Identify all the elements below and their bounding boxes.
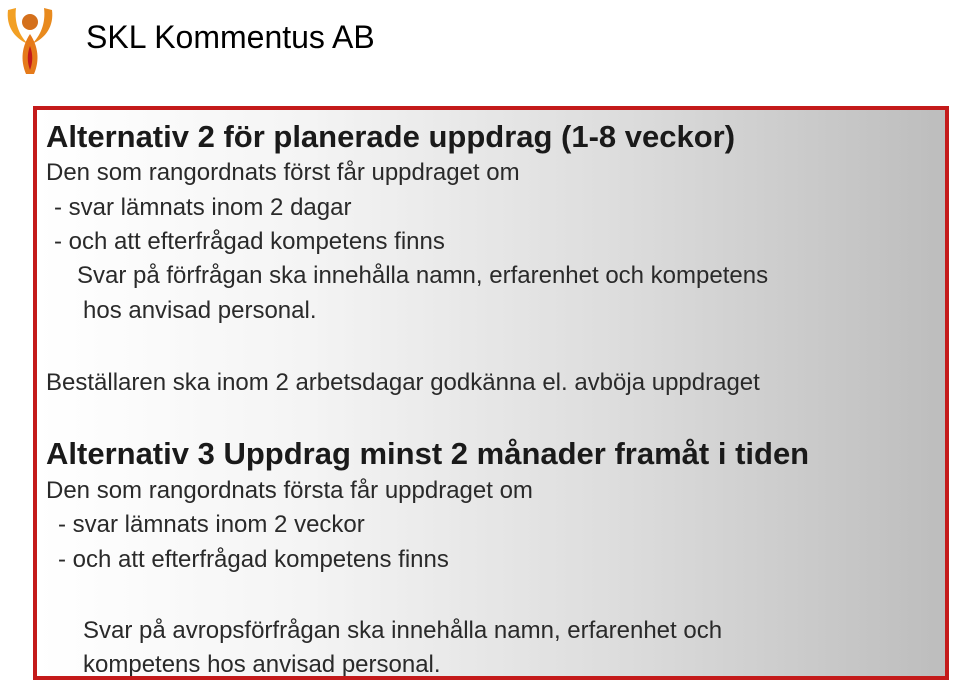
- alt3-intro: Den som rangordnats första får uppdraget om: [46, 477, 533, 504]
- alt2-condition-1: - svar lämnats inom 2 dagar: [54, 194, 352, 221]
- alt3-reply-line-1: Svar på avropsförfrågan ska innehålla namn, erfarenhet och: [83, 617, 723, 644]
- content-panel: [33, 106, 949, 680]
- alt3-reply-line-2: kompetens hos anvisad personal.: [83, 651, 441, 678]
- alt2-approval: Beställaren ska inom 2 arbetsdagar godkänna el. avböja uppdraget: [46, 369, 760, 396]
- company-title: SKL Kommentus AB: [86, 19, 375, 55]
- alt3-condition-2: - och att efterfrågad kompetens finns: [58, 546, 449, 573]
- alt2-reply-line-1: Svar på förfrågan ska innehålla namn, erfarenhet och kompetens: [77, 262, 769, 289]
- alt2-condition-2: - och att efterfrågad kompetens finns: [54, 228, 445, 255]
- alt3-condition-1: - svar lämnats inom 2 veckor: [58, 511, 365, 538]
- alt3-heading: Alternativ 3 Uppdrag minst 2 månader framåt i tiden: [46, 436, 810, 471]
- skl-logo-icon: [0, 0, 60, 78]
- alt2-intro: Den som rangordnats först får uppdraget om: [46, 159, 520, 186]
- alt2-heading: Alternativ 2 för planerade uppdrag (1-8 veckor): [46, 119, 736, 154]
- alt2-reply-line-2: hos anvisad personal.: [83, 297, 317, 324]
